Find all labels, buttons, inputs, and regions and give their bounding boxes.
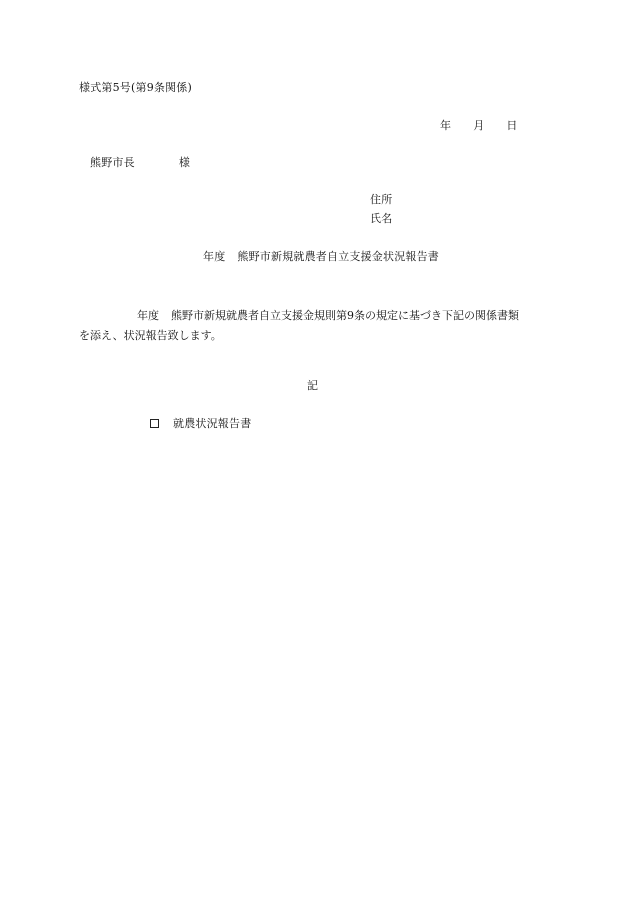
date-year-label: 年 [440, 119, 452, 132]
body-line-1-text: 熊野市新規就農者自立支援金規則第9条の規定に基づき下記の関係書類 [171, 309, 519, 322]
form-number: 様式第5号(第9条関係) [79, 81, 192, 94]
applicant-address-label: 住所 [370, 193, 393, 206]
date-day-label: 日 [506, 119, 518, 132]
body-paragraph [79, 306, 559, 346]
attachment-checkbox[interactable] [150, 419, 159, 428]
attachment-item [150, 418, 251, 429]
attachment-label: 就農状況報告書 [173, 417, 252, 430]
title-fiscal-year: 年度 [203, 250, 226, 263]
document-title [203, 251, 439, 262]
title-text: 熊野市新規就農者自立支援金状況報告書 [237, 250, 440, 263]
record-heading: 記 [307, 379, 319, 392]
addressee-honorific: 様 [178, 156, 191, 169]
applicant-name-label: 氏名 [370, 212, 393, 225]
body-fiscal-year: 年度 [137, 309, 159, 322]
addressee-office: 熊野市長 [90, 156, 135, 169]
date-month-label: 月 [473, 119, 485, 132]
body-line-2: を添え、状況報告致します。 [79, 329, 222, 342]
body-line-1 [79, 306, 559, 326]
addressee [90, 157, 190, 168]
date-line [440, 120, 518, 131]
